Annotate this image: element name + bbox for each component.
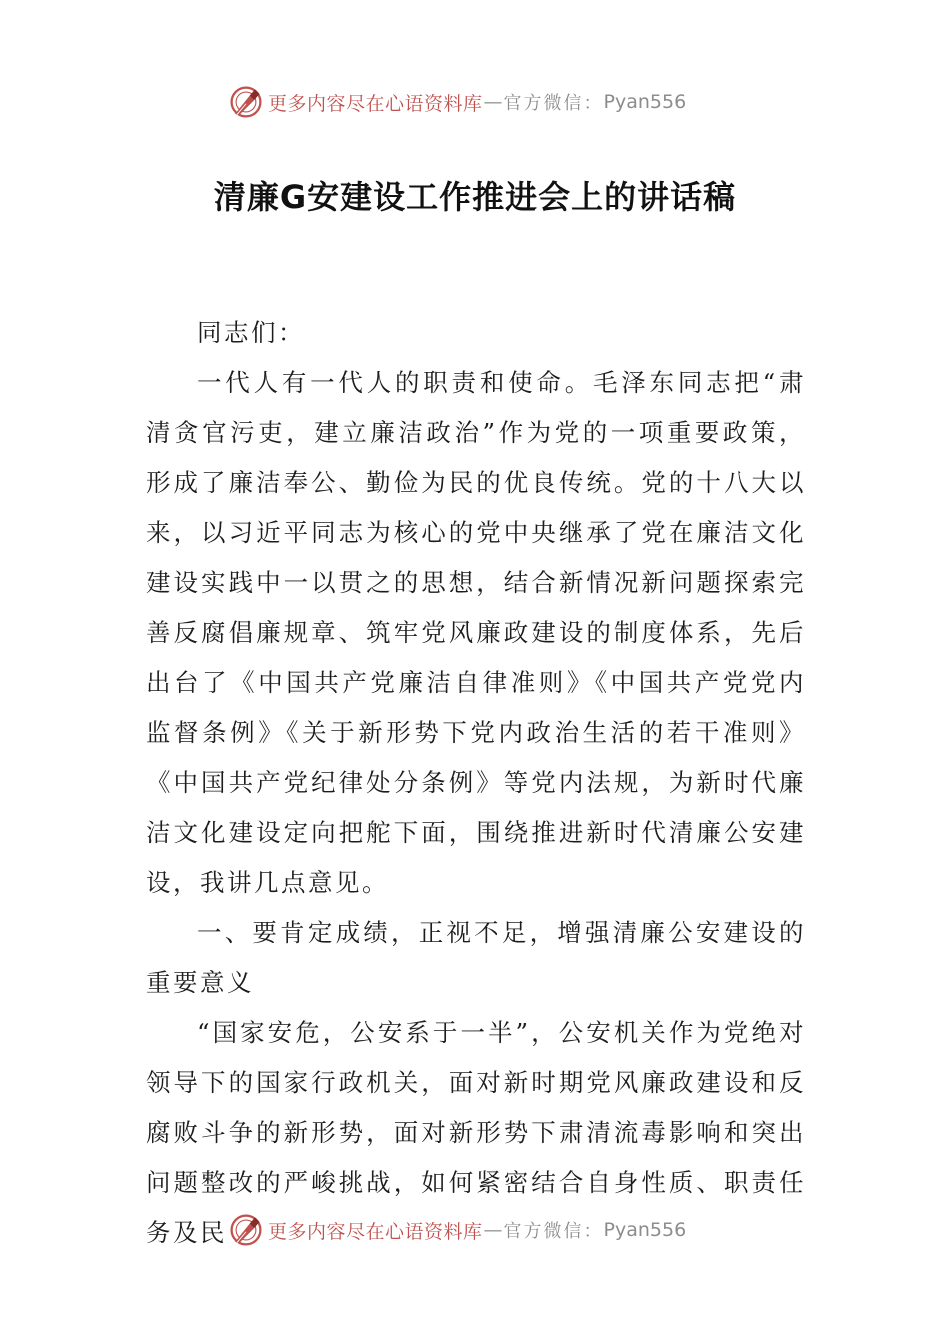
body-paragraph: “国家安危，公安系于一半”，公安机关作为党绝对领导下的国家行政机关，面对新时期党风廉政建设和反腐败斗争的新形势，面对新形势下肃清流毒影响和突出问题整改的严峻挑战，如何紧密结合自身性质、职责任务及民 [146,1018,806,1247]
salutation-paragraph: 同志们： [197,318,305,347]
document-title: 清廉G安建设工作推进会上的讲话稿 [213,178,737,216]
header-watermark-banner [228,82,728,122]
body-paragraph: 一代人有一代人的职责和使命。毛泽东同志把“肃清贪官污吏，建立廉洁政治”作为党的一项重要政策，形成了廉洁奉公、勤俭为民的优良传统。党的十八大以来，以习近平同志为核心的党中央继承了党在廉洁文化建设实践中一以贯之的思想，结合新情况新问题探索完善反腐倡廉规章、筑牢党风廉政建设的制度体系，先后出台了《中国共产党廉洁自律准则》《中国共产党党内监督条例》《关于新形势下党内政治生活的若干准则》《中国共产党纪律处分条例》等党内法规，为新时代廉洁文化建设定向把舵下面，围绕推进新时代清廉公安建设，我讲几点意见。 [146,368,806,897]
watermark-separator: — [483,91,503,113]
footer-watermark-banner [228,1210,728,1250]
pen-nib-logo-icon [228,84,264,120]
section-heading-paragraph: 一、要肯定成绩，正视不足，增强清廉公安建设的重要意义 [146,918,806,997]
document-body [146,308,806,1258]
watermark-wechat-id: Pyan556 [603,91,687,113]
watermark-wechat-label: 官方微信： [503,93,604,114]
pen-nib-logo-icon [228,1212,264,1248]
watermark-site-name: 更多内容尽在心语资料库 [268,92,483,115]
watermark-wechat-id: Pyan556 [603,1219,687,1241]
watermark-wechat-label: 官方微信： [503,1221,604,1242]
watermark-separator: — [483,1219,503,1241]
watermark-site-name: 更多内容尽在心语资料库 [268,1220,483,1243]
